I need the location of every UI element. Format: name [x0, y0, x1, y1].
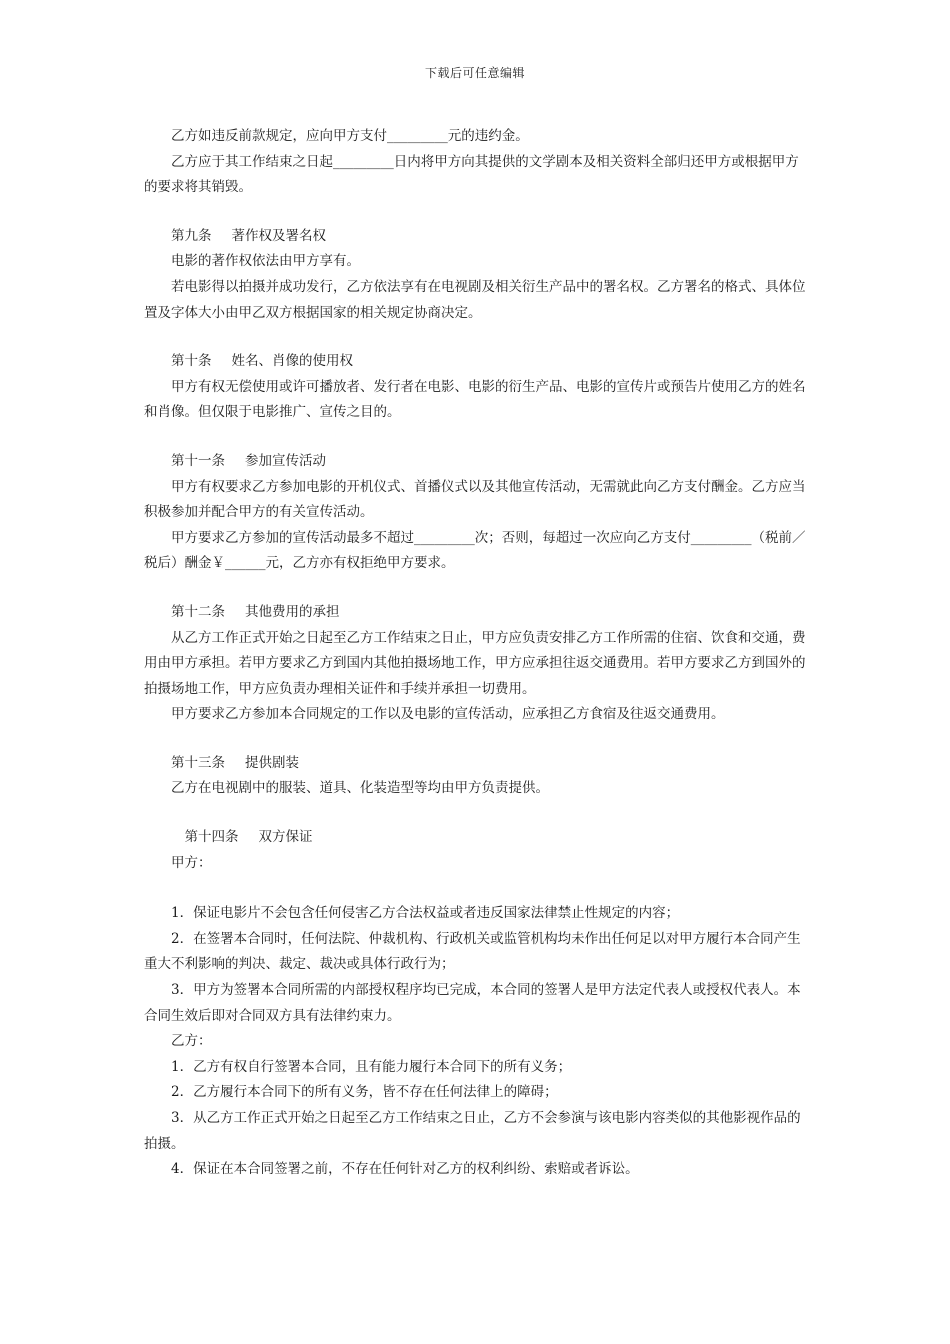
section-heading-9 [144, 224, 808, 250]
section-heading-13 [144, 751, 808, 777]
section-number: 第九条 [171, 227, 212, 244]
paragraph: 乙方应于其工作结束之日起_________日内将甲方向其提供的文学剧本及相关资料全部归还甲方或根据甲方的要求将其销毁。 [144, 153, 799, 196]
party-label: 甲方： [171, 854, 212, 871]
section-number: 第十二条 [171, 603, 225, 620]
paragraph: 甲方要求乙方参加的宣传活动最多不超过_________次；否则，每超过一次应向乙方支付_________（税前／税后）酬金￥______元，乙方亦有权拒绝甲方要求。 [144, 529, 806, 572]
section-heading-11 [144, 449, 808, 475]
list-item: 1．保证电影片不会包含任何侵害乙方合法权益或者违反国家法律禁止性规定的内容； [171, 905, 680, 922]
section-title: 姓名、肖像的使用权 [231, 353, 353, 370]
section-title: 其他费用的承担 [245, 603, 340, 620]
section-number: 第十一条 [171, 452, 225, 469]
list-item: 3．甲方为签署本合同所需的内部授权程序均已完成，本合同的签署人是甲方法定代表人或授权代表人。本合同生效后即对合同双方具有法律约束力。 [144, 982, 801, 1024]
section-heading-10 [144, 349, 808, 375]
paragraph: 电影的著作权依法由甲方享有。 [171, 253, 360, 270]
section-title: 参加宣传活动 [245, 452, 326, 469]
section-title: 著作权及署名权 [231, 227, 326, 244]
section-number: 第十三条 [171, 754, 225, 771]
section-title: 双方保证 [258, 829, 313, 846]
paragraph: 乙方在电视剧中的服装、道具、化装造型等均由甲方负责提供。 [171, 780, 549, 797]
paragraph: 甲方有权无偿使用或许可播放者、发行者在电影、电影的衍生产品、电影的宣传片或预告片使用乙方的姓名和肖像。但仅限于电影推广、宣传之目的。 [144, 378, 806, 421]
section-number: 第十条 [171, 353, 212, 370]
paragraph: 乙方如违反前款规定，应向甲方支付_________元的违约金。 [171, 128, 529, 144]
section-heading-12 [144, 600, 808, 626]
paragraph: 若电影得以拍摄并成功发行，乙方依法享有在电视剧及相关衍生产品中的署名权。乙方署名的格式、具体位置及字体大小由甲乙双方根据国家的相关规定协商决定。 [144, 278, 806, 321]
paragraph: 甲方要求乙方参加本合同规定的工作以及电影的宣传活动，应承担乙方食宿及往返交通费用。 [171, 706, 725, 723]
section-number: 第十四条 [184, 829, 239, 846]
paragraph: 甲方有权要求乙方参加电影的开机仪式、首播仪式以及其他宣传活动，无需就此向乙方支付酬金。乙方应当积极参加并配合甲方的有关宣传活动。 [144, 478, 806, 521]
list-item: 2．乙方履行本合同下的所有义务，皆不存在任何法律上的障碍； [171, 1084, 558, 1101]
list-item: 4．保证在本合同签署之前，不存在任何针对乙方的权利纠纷、索赔或者诉讼。 [171, 1161, 639, 1178]
party-label: 乙方： [171, 1033, 212, 1050]
page-header: 下载后可任意编辑 [424, 66, 525, 80]
list-item: 3．从乙方工作正式开始之日起至乙方工作结束之日止，乙方不会参演与该电影内容类似的其他影视作品的拍摄。 [144, 1110, 801, 1152]
document-body [144, 124, 808, 1183]
list-item: 1．乙方有权自行签署本合同，且有能力履行本合同下的所有义务； [171, 1058, 572, 1075]
paragraph: 从乙方工作正式开始之日起至乙方工作结束之日止，甲方应负责安排乙方工作所需的住宿、饮食和交通，费用由甲方承担。若甲方要求乙方到国内其他拍摄场地工作，甲方应承担往返交通费用。若甲方要求乙方到国外的拍摄场地工作，甲方应负责办理相关证件和手续并承担一切费用。 [144, 629, 806, 697]
section-heading-14 [144, 825, 808, 851]
list-item: 2．在签署本合同时，任何法院、仲裁机构、行政机关或监管机构均未作出任何足以对甲方履行本合同产生重大不利影响的判决、裁定、裁决或具体行政行为； [144, 930, 801, 973]
section-title: 提供剧装 [245, 754, 299, 771]
